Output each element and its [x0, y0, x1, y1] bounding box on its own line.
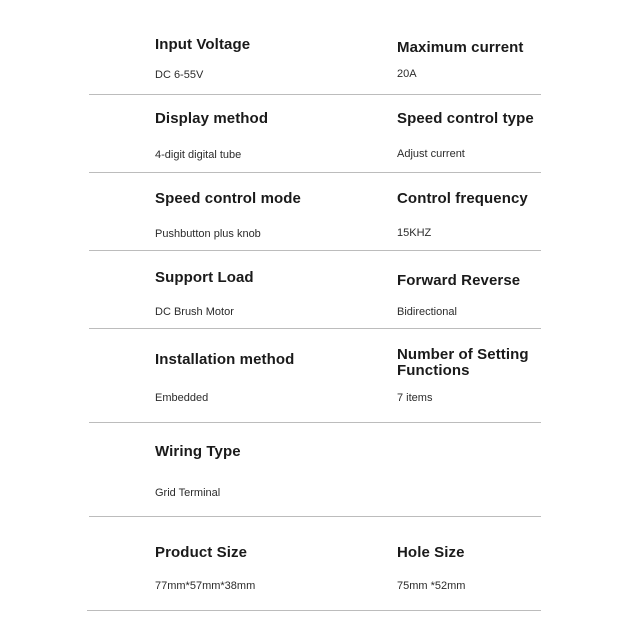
spec-value: Grid Terminal	[155, 487, 221, 499]
spec-value: Embedded	[155, 392, 209, 404]
spec-value: 7 items	[397, 392, 433, 404]
spec-label: Product Size	[155, 544, 248, 561]
row-divider	[89, 94, 541, 95]
spec-label: Input Voltage	[155, 36, 251, 53]
spec-value: 75mm *52mm	[397, 580, 466, 592]
row-divider	[89, 172, 541, 173]
row-divider	[89, 250, 541, 251]
spec-label: Speed control type	[397, 110, 534, 127]
spec-value: 4-digit digital tube	[155, 149, 242, 161]
spec-value: Pushbutton plus knob	[155, 228, 261, 240]
spec-value: DC 6-55V	[155, 69, 204, 81]
spec-label: Display method	[155, 110, 269, 127]
spec-value: DC Brush Motor	[155, 306, 234, 318]
spec-label-line1: Number of Setting	[397, 346, 529, 363]
row-divider	[89, 328, 541, 329]
spec-label: Maximum current	[397, 39, 524, 56]
spec-label: Hole Size	[397, 544, 465, 561]
spec-value: 15KHZ	[397, 227, 432, 239]
spec-label: Speed control mode	[155, 190, 301, 207]
row-divider	[89, 422, 541, 423]
spec-label: Wiring Type	[155, 443, 241, 460]
spec-label-line2: Functions	[397, 362, 470, 379]
spec-label: Installation method	[155, 351, 295, 368]
row-divider	[87, 610, 541, 611]
spec-value: Bidirectional	[397, 306, 457, 318]
spec-label: Control frequency	[397, 190, 528, 207]
spec-label: Support Load	[155, 269, 254, 286]
spec-value: Adjust current	[397, 148, 465, 160]
spec-label: Forward Reverse	[397, 272, 521, 289]
spec-value: 20A	[397, 68, 417, 80]
spec-value: 77mm*57mm*38mm	[155, 580, 256, 592]
row-divider	[89, 516, 541, 517]
